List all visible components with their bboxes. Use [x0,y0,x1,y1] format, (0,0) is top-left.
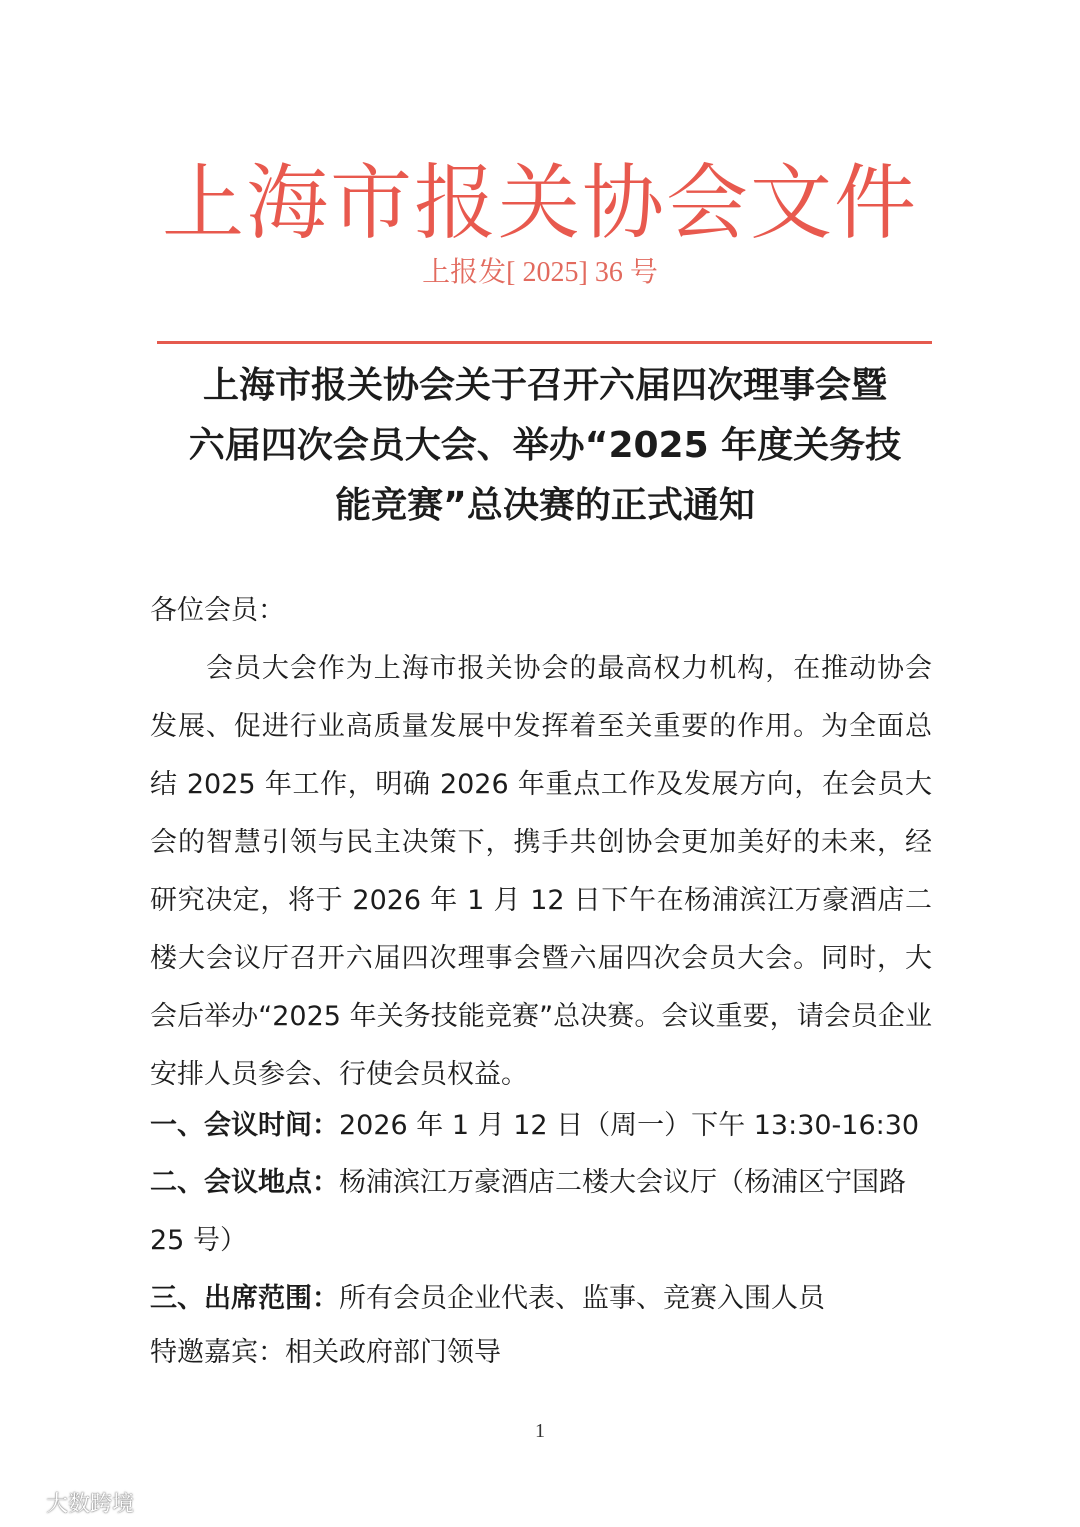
notice-title [150,356,940,536]
watermark-text: 大数跨境 [46,1491,135,1517]
special-guests-label: 特邀嘉宾： [150,1337,285,1368]
special-guests-item [150,1324,932,1382]
attendance-scope-value: 所有会员企业代表、监事、竞赛入围人员 [339,1283,825,1314]
attendance-scope-label: 三、出席范围： [150,1283,339,1314]
document-number: 上报发[ 2025] 36 号 [422,257,658,288]
salutation: 各位会员： [150,595,285,626]
attendance-scope-item [150,1270,932,1328]
body-paragraph: 会员大会作为上海市报关协会的最高权力机构，在推动协会发展、促进行业高质量发展中发挥着至关重要的作用。为全面总结 2025 年工作，明确 2026 年重点工作及发展方向，在会员大会的智慧引领与民主决策下，携手共创协会更加美好的未来，经研究决定，将于 2026 年 1 月 12 日下午在杨浦滨江万豪酒店二楼大会议厅召开六届四次理事会暨六届四次会员大会。同时，大会后举办“2025 年关务技能竞赛”总决赛。会议重要，请会员企业安排人员参会、行使会员权益。 [150,653,932,1090]
meeting-time-item [150,1097,932,1155]
org-header-title: 上海市报关协会文件 [161,156,918,251]
meeting-location-item [150,1154,932,1270]
meeting-time-label: 一、会议时间： [150,1110,339,1141]
watermark [10,1486,134,1518]
meeting-location-label: 二、会议地点： [150,1167,339,1198]
page-number: 1 [535,1420,545,1442]
special-guests-value: 相关政府部门领导 [285,1337,501,1368]
weibo-icon [10,1489,40,1515]
meeting-location-value: 杨浦滨江万豪酒店二楼大会议厅（杨浦区宁国路 25 号） [150,1167,906,1256]
red-divider-line [157,341,932,344]
notice-title-line-2: 六届四次会员大会、举办“2025 年度关务技 [188,425,902,466]
notice-title-line-3: 能竞赛”总决赛的正式通知 [335,485,755,526]
notice-title-line-1: 上海市报关协会关于召开六届四次理事会暨 [202,365,887,406]
meeting-time-value: 2026 年 1 月 12 日（周一）下午 13:30-16:30 [339,1110,920,1141]
